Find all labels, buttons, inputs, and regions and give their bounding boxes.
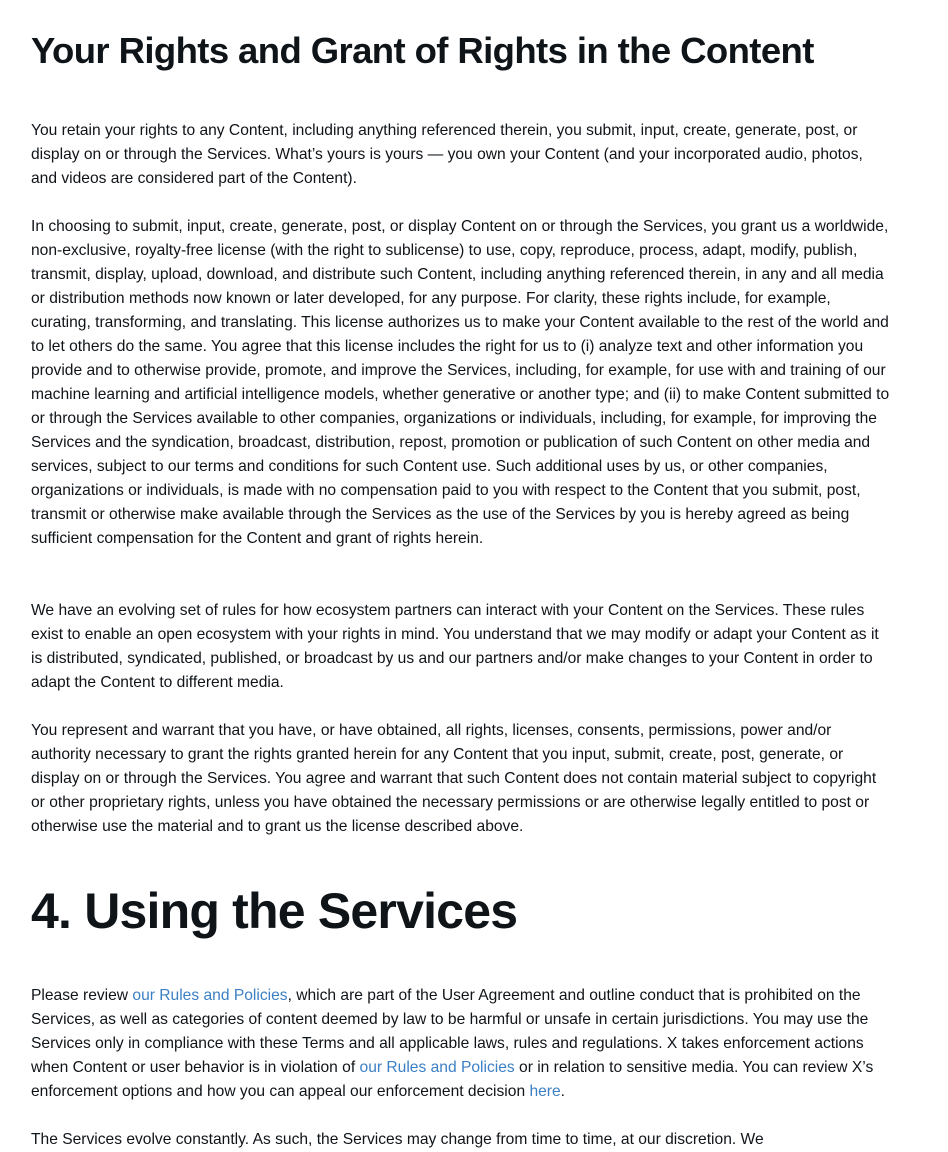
paragraph-rules-and-policies [31,984,893,1104]
text-segment: or in relation to sensitive media. You can review X’s enforcement options and how you can appeal our enforcement decision [31,1059,874,1100]
paragraph-ecosystem-rules: We have an evolving set of rules for how ecosystem partners can interact with your Content on the Services. These rules exist to enable an open ecosystem with your rights in mind. You understand that we may modify or adapt your Content as it is distributed, syndicated, published, or broadcast by us and our partners and/or make changes to your Content in order to adapt the Content to different media. [31,602,879,691]
text-segment: , which are part of the User Agreement and outline conduct that is prohibited on the Services, as well as categories of content deemed by law to be harmful or unsafe in certain jurisdictions. You may use the Services only in compliance with these Terms and all applicable laws, rules and regulations. X takes enforcement actions when Content or user behavior is in violation of [31,987,869,1076]
section-heading-using-services: 4. Using the Services [31,883,518,939]
section-heading-rights: Your Rights and Grant of Rights in the Content [31,30,814,71]
paragraph-representations: You represent and warrant that you have, or have obtained, all rights, licenses, consents, permissions, power and/or authority necessary to grant the rights granted herein for any Content that you input, submit, create, post, generate, or display on or through the Services. You agree and warrant that such Content does not contain material subject to copyright or other proprietary rights, unless you have obtained the necessary permissions or are otherwise legally entitled to post or otherwise use the material and to grant us the license described above. [31,722,877,835]
text-segment: Please review [31,987,133,1004]
rules-and-policies-link[interactable]: our Rules and Policies [132,987,288,1004]
paragraph-license-grant: In choosing to submit, input, create, generate, post, or display Content on or through the Services, you grant us a worldwide, non-exclusive, royalty-free license (with the right to sublicense) to use, copy, reproduce, process, adapt, modify, publish, transmit, display, upload, download, and distribute such Content, including anything referenced therein, in any and all media or distribution methods now known or later developed, for any purpose. For clarity, these rights include, for example, curating, transforming, and translating. This license authorizes us to make your Content available to the rest of the world and to let others do the same. You agree that this license includes the right for us to (i) analyze text and other information you provide and to otherwise provide, promote, and improve the Services, including, for example, for use with and training of our machine learning and artificial intelligence models, whether generative or another type; and (ii) to make Content submitted to or through the Services available to other companies, organizations or individuals, including, for example, for improving the Services and the syndication, broadcast, distribution, repost, promotion or publication of such Content on other media and services, subject to our terms and conditions for such Content use. Such additional uses by us, or other companies, organizations or individuals, is made with no compensation paid to you with respect to the Content that you submit, post, transmit or otherwise make available through the Services as the use of the Services by you is hereby agreed as being sufficient compensation for the Content and grant of rights herein. [31,218,890,547]
paragraph-services-evolve: The Services evolve constantly. As such, the Services may change from time to time, at our discretion. We [31,1131,764,1148]
rules-and-policies-link-2[interactable]: our Rules and Policies [359,1059,515,1076]
text-segment: . [560,1083,566,1100]
paragraph-rights-retain: You retain your rights to any Content, including anything referenced therein, you submit, input, create, generate, post, or display on or through the Services. What’s yours is yours — you own your Content (and your incorporated audio, photos, and videos are considered part of the Content). [31,122,863,187]
enforcement-appeal-link[interactable]: here [529,1083,561,1100]
